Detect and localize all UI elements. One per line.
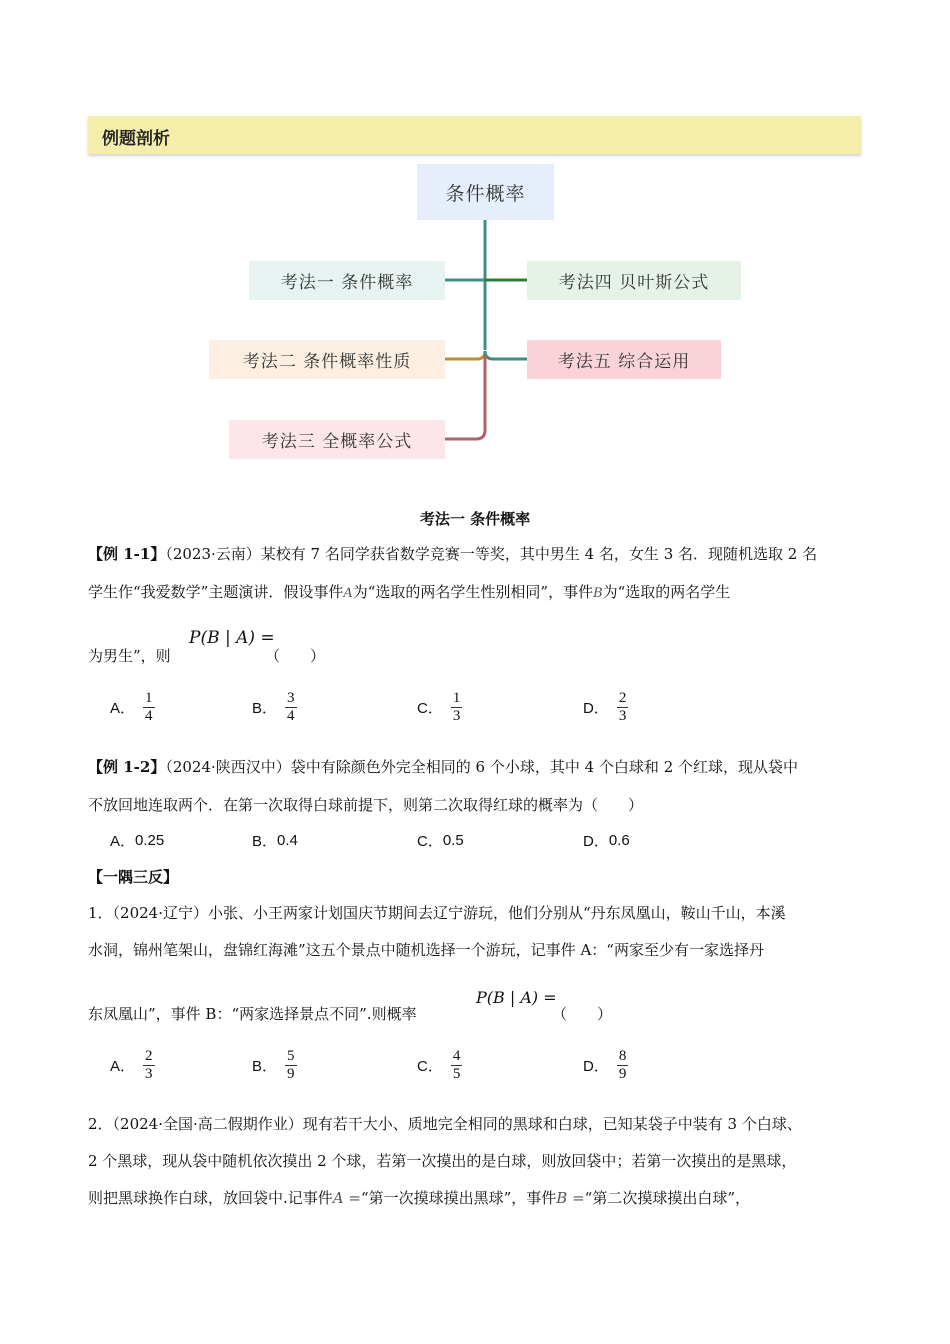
answer-paren: （ ） xyxy=(552,1005,613,1023)
fraction xyxy=(143,690,155,725)
option-label: B． xyxy=(252,833,278,850)
mindmap-method-3: 考法三 全概率公式 xyxy=(229,420,445,459)
question-1-line-3: 东凤凰山”，事件 B：“两家选择景点不同”.则概率 xyxy=(88,1005,417,1023)
event-b-symbol: B xyxy=(593,586,603,601)
option-label: A． xyxy=(110,700,136,717)
denominator: 3 xyxy=(452,708,461,724)
question-2-text-a: 则把黑球换作白球，放回袋中.记事件 xyxy=(88,1189,333,1207)
numerator: 3 xyxy=(287,690,295,706)
fraction xyxy=(451,1048,463,1083)
option-d[interactable] xyxy=(583,690,628,725)
fraction xyxy=(285,1048,297,1083)
option-label: A． xyxy=(110,833,136,850)
event-b-equation: B = xyxy=(556,1189,585,1207)
mindmap-method-2: 考法二 条件概率性质 xyxy=(209,340,445,379)
example-1-2-line-2: 不放回地连取两个．在第一次取得白球前提下，则第二次取得红球的概率为（ ） xyxy=(88,796,644,814)
fraction xyxy=(617,690,629,725)
example-1-1-line-2 xyxy=(88,581,730,602)
option-label: A． xyxy=(110,1058,136,1075)
fraction xyxy=(617,1048,629,1083)
option-a[interactable] xyxy=(110,830,164,851)
example-1-2-line-1 xyxy=(88,756,798,777)
question-2-text-b: “第一次摸球摸出黑球”，事件 xyxy=(360,1189,557,1207)
denominator: 3 xyxy=(618,708,627,724)
numerator: 2 xyxy=(618,690,627,706)
question-2-text-c: “第二次摸球摸出白球”， xyxy=(584,1189,750,1207)
event-a-equation: A = xyxy=(332,1189,361,1207)
example-1-1-line-3 xyxy=(88,645,171,666)
practice-heading: 【一隅三反】 xyxy=(88,868,179,886)
option-label: D． xyxy=(583,1058,609,1075)
option-label: C． xyxy=(417,833,443,850)
question-2-line-1: 2．（2024·全国·高二假期作业）现有若干大小、质地完全相同的黑球和白球，已知某袋子中装有 3 个白球、 xyxy=(88,1115,802,1133)
mind-map xyxy=(0,160,950,470)
numerator: 2 xyxy=(145,1048,153,1064)
option-label: D． xyxy=(583,700,609,717)
example-1-1-line-1 xyxy=(88,543,817,564)
example-1-1-text-c: 为“选取的两名学生 xyxy=(602,583,731,601)
option-a[interactable] xyxy=(110,1048,155,1083)
option-b[interactable] xyxy=(252,1048,297,1083)
mindmap-method-4: 考法四 贝叶斯公式 xyxy=(527,261,741,300)
option-label: B． xyxy=(252,700,278,717)
question-2-line-2: 2 个黑球，现从袋中随机依次摸出 2 个球，若第一次摸出的是白球，则放回袋中；若第一次摸出的是黑球， xyxy=(88,1152,797,1170)
conditional-prob-formula: P(B | A) = xyxy=(189,628,275,648)
numerator: 1 xyxy=(145,690,153,706)
option-label: D． xyxy=(583,833,609,850)
option-value: 0.6 xyxy=(608,832,630,849)
conditional-prob-formula: P(B | A) = xyxy=(476,988,557,1007)
numerator: 1 xyxy=(452,690,461,706)
mindmap-method-5: 考法五 综合运用 xyxy=(527,340,721,379)
option-c[interactable] xyxy=(417,1048,462,1083)
denominator: 3 xyxy=(145,1066,153,1082)
numerator: 8 xyxy=(618,1048,627,1064)
example-1-2-text: （2024·陕西汉中）袋中有除颜色外完全相同的 6 个小球，其中 4 个白球和 2 个红球，现从袋中 xyxy=(165,758,799,776)
denominator: 4 xyxy=(145,708,153,724)
example-1-1-text: （2023·云南）某校有 7 名同学获省数学竞赛一等奖，其中男生 4 名，女生 3 名．现随机选取 2 名 xyxy=(165,545,818,563)
option-value: 0.5 xyxy=(442,832,464,849)
event-a-symbol: A xyxy=(343,586,353,601)
option-c[interactable] xyxy=(417,690,462,725)
option-label: C． xyxy=(417,700,443,717)
answer-paren: （ ） xyxy=(265,647,326,665)
option-d[interactable] xyxy=(583,830,630,851)
mindmap-root: 条件概率 xyxy=(417,164,554,220)
denominator: 9 xyxy=(618,1066,627,1082)
denominator: 9 xyxy=(287,1066,295,1082)
option-value: 0.4 xyxy=(277,832,298,849)
fraction xyxy=(143,1048,155,1083)
fraction xyxy=(285,690,297,725)
question-1-line-2: 水洞，锦州笔架山，盘锦红海滩”这五个景点中随机选择一个游玩，记事件 A：“两家至少有一家选择丹 xyxy=(88,941,764,959)
numerator: 4 xyxy=(452,1048,461,1064)
option-b[interactable] xyxy=(252,690,297,725)
option-label: C． xyxy=(417,1058,443,1075)
fraction xyxy=(451,690,463,725)
section-banner-text: 例题剖析 xyxy=(102,129,170,149)
example-1-2-tag: 【例 1-2】 xyxy=(88,758,166,776)
option-d[interactable] xyxy=(583,1048,628,1083)
denominator: 5 xyxy=(452,1066,461,1082)
example-1-1-text-a: 学生作“我爱数学”主题演讲．假设事件 xyxy=(88,583,344,601)
option-label: B． xyxy=(252,1058,278,1075)
denominator: 4 xyxy=(287,708,295,724)
option-b[interactable] xyxy=(252,830,298,851)
numerator: 5 xyxy=(287,1048,295,1064)
section-banner xyxy=(88,116,861,154)
option-c[interactable] xyxy=(417,830,464,851)
question-1-line-1: 1．（2024·辽宁）小张、小王两家计划国庆节期间去辽宁游玩，他们分别从“丹东凤凰山，鞍山千山，本溪 xyxy=(88,904,786,922)
section-title: 考法一 条件概率 xyxy=(419,510,531,528)
example-1-1-text-b: 为“选取的两名学生性别相同”，事件 xyxy=(352,583,594,601)
option-value: 0.25 xyxy=(135,832,165,849)
question-2-line-3 xyxy=(88,1187,750,1208)
mindmap-method-1: 考法一 条件概率 xyxy=(249,261,445,300)
option-a[interactable] xyxy=(110,690,155,725)
example-1-1-text-d: 为男生”，则 xyxy=(88,647,171,665)
example-1-1-tag: 【例 1-1】 xyxy=(88,545,166,563)
